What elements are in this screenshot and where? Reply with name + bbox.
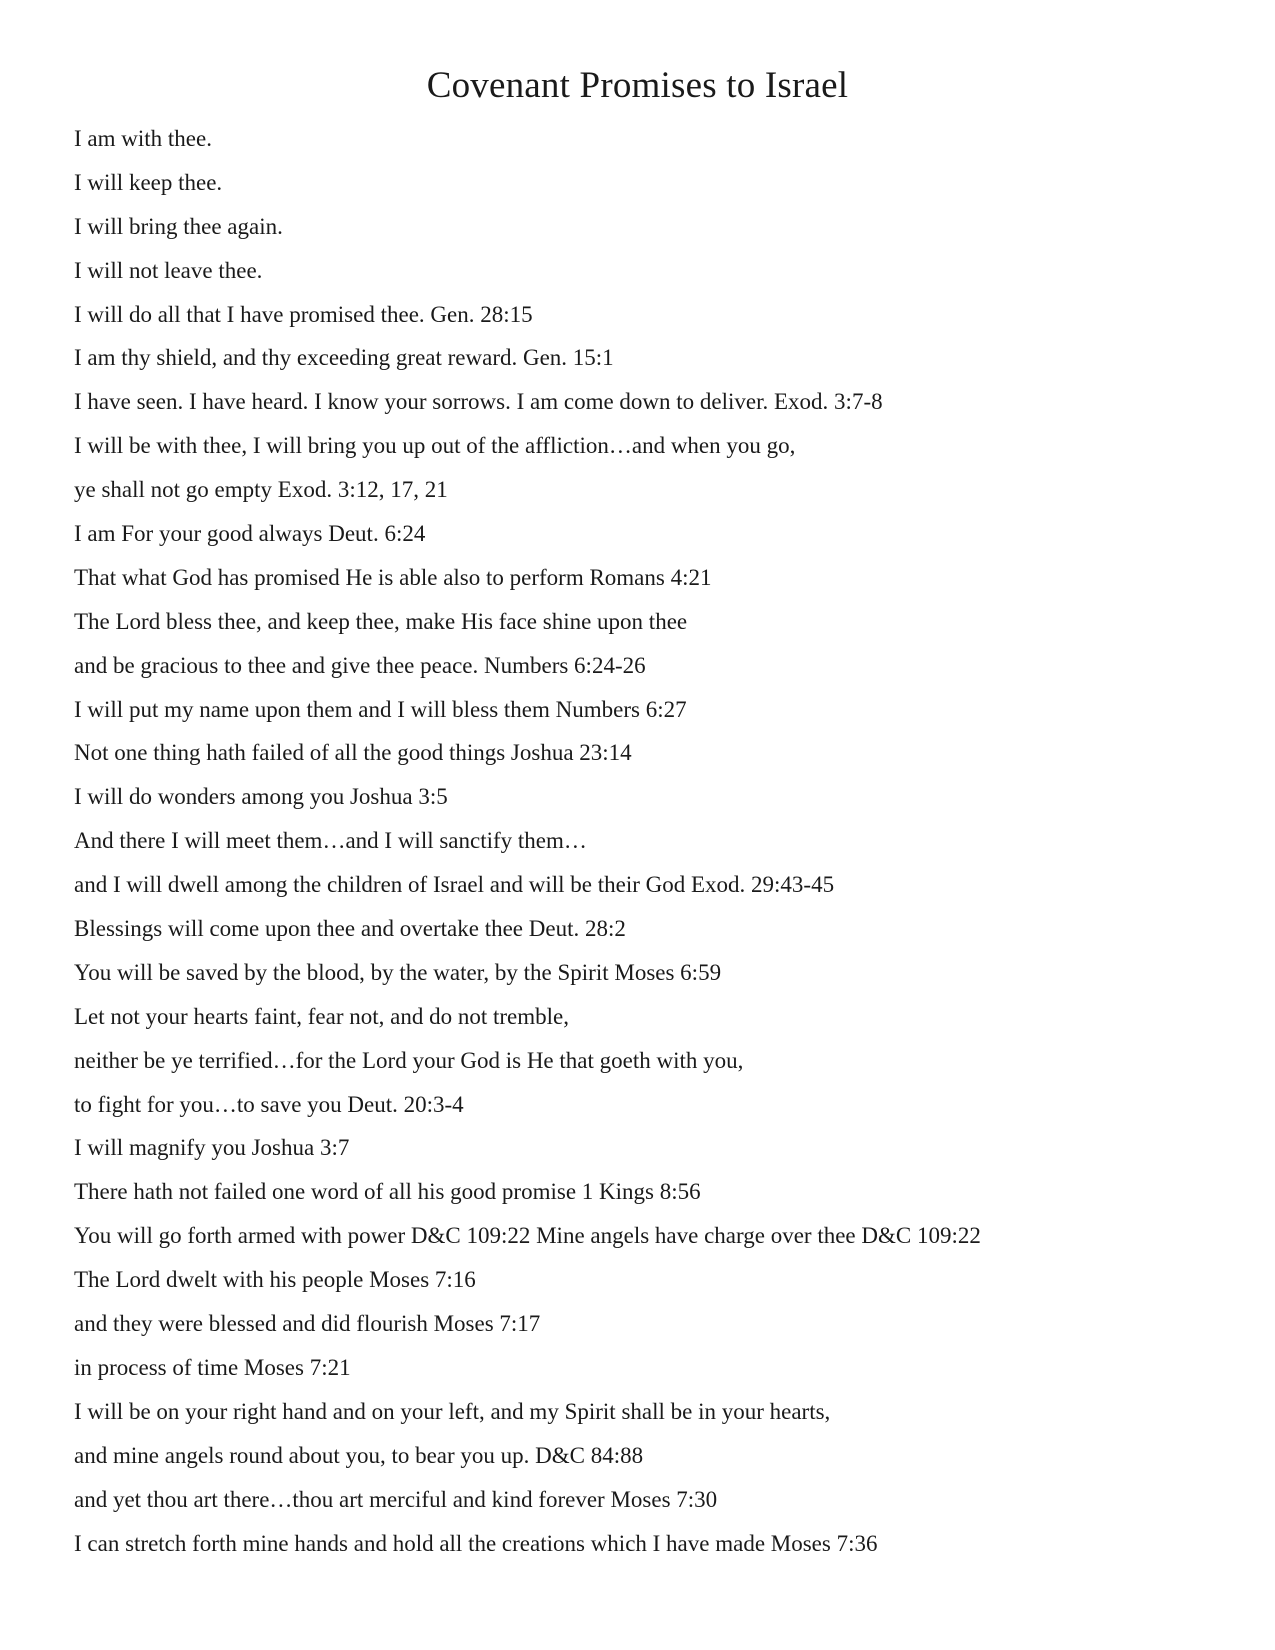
- promise-line: and they were blessed and did flourish Moses 7:17: [74, 1311, 541, 1337]
- promise-line: I am with thee.: [74, 126, 212, 151]
- promise-line: I will magnify you Joshua 3:7: [74, 1135, 350, 1161]
- promise-line: Blessings will come upon thee and overtake thee Deut. 28:2: [74, 916, 626, 942]
- promise-line: I will keep thee.: [74, 169, 223, 195]
- promise-line: I will do all that I have promised thee. Gen. 28:15: [74, 301, 533, 327]
- promise-line: I can stretch forth mine hands and hold all the creations which I have made Moses 7:36: [74, 1530, 878, 1556]
- promise-line: I will do wonders among you Joshua 3:5: [74, 784, 448, 810]
- promise-line: You will be saved by the blood, by the water, by the Spirit Moses 6:59: [74, 959, 722, 985]
- promise-line: And there I will meet them…and I will sanctify them…: [74, 828, 587, 854]
- promise-line: That what God has promised He is able also to perform Romans 4:21: [74, 564, 712, 590]
- promise-line: in process of time Moses 7:21: [74, 1354, 351, 1380]
- promise-line: Let not your hearts faint, fear not, and do not tremble,: [74, 1003, 569, 1029]
- promise-line: I will bring thee again.: [74, 213, 283, 239]
- promise-line: neither be ye terrified…for the Lord your God is He that goeth with you,: [74, 1047, 744, 1073]
- promise-line: ye shall not go empty Exod. 3:12, 17, 21: [74, 477, 448, 503]
- promise-line: There hath not failed one word of all his good promise 1 Kings 8:56: [74, 1179, 701, 1205]
- promise-line: The Lord bless thee, and keep thee, make His face shine upon thee: [74, 608, 688, 634]
- promise-line: The Lord dwelt with his people Moses 7:16: [74, 1267, 476, 1293]
- promise-list: [74, 117, 1224, 1565]
- promise-line: I will not leave thee.: [74, 257, 263, 283]
- promise-line: I will be with thee, I will bring you up out of the affliction…and when you go,: [74, 433, 796, 459]
- promise-line: and I will dwell among the children of Israel and will be their God Exod. 29:43-45: [74, 872, 835, 898]
- promise-line: and mine angels round about you, to bear you up. D&C 84:88: [74, 1442, 644, 1468]
- promise-line: to fight for you…to save you Deut. 20:3-4: [74, 1091, 464, 1117]
- promise-line: and be gracious to thee and give thee peace. Numbers 6:24-26: [74, 652, 646, 678]
- promise-line: and yet thou art there…thou art merciful and kind forever Moses 7:30: [74, 1486, 718, 1512]
- promise-line: Not one thing hath failed of all the good things Joshua 23:14: [74, 740, 632, 766]
- promise-line: I will be on your right hand and on your left, and my Spirit shall be in your hearts,: [74, 1398, 831, 1424]
- promise-line: I am thy shield, and thy exceeding great reward. Gen. 15:1: [74, 345, 614, 371]
- promise-line: I have seen. I have heard. I know your sorrows. I am come down to deliver. Exod. 3:7-8: [74, 389, 883, 415]
- promise-line: I am For your good always Deut. 6:24: [74, 521, 426, 547]
- page-title: Covenant Promises to Israel: [426, 65, 849, 106]
- promise-line: You will go forth armed with power D&C 109:22 Mine angels have charge over thee D&C 109:22: [74, 1223, 981, 1249]
- promise-line: I will put my name upon them and I will bless them Numbers 6:27: [74, 696, 687, 722]
